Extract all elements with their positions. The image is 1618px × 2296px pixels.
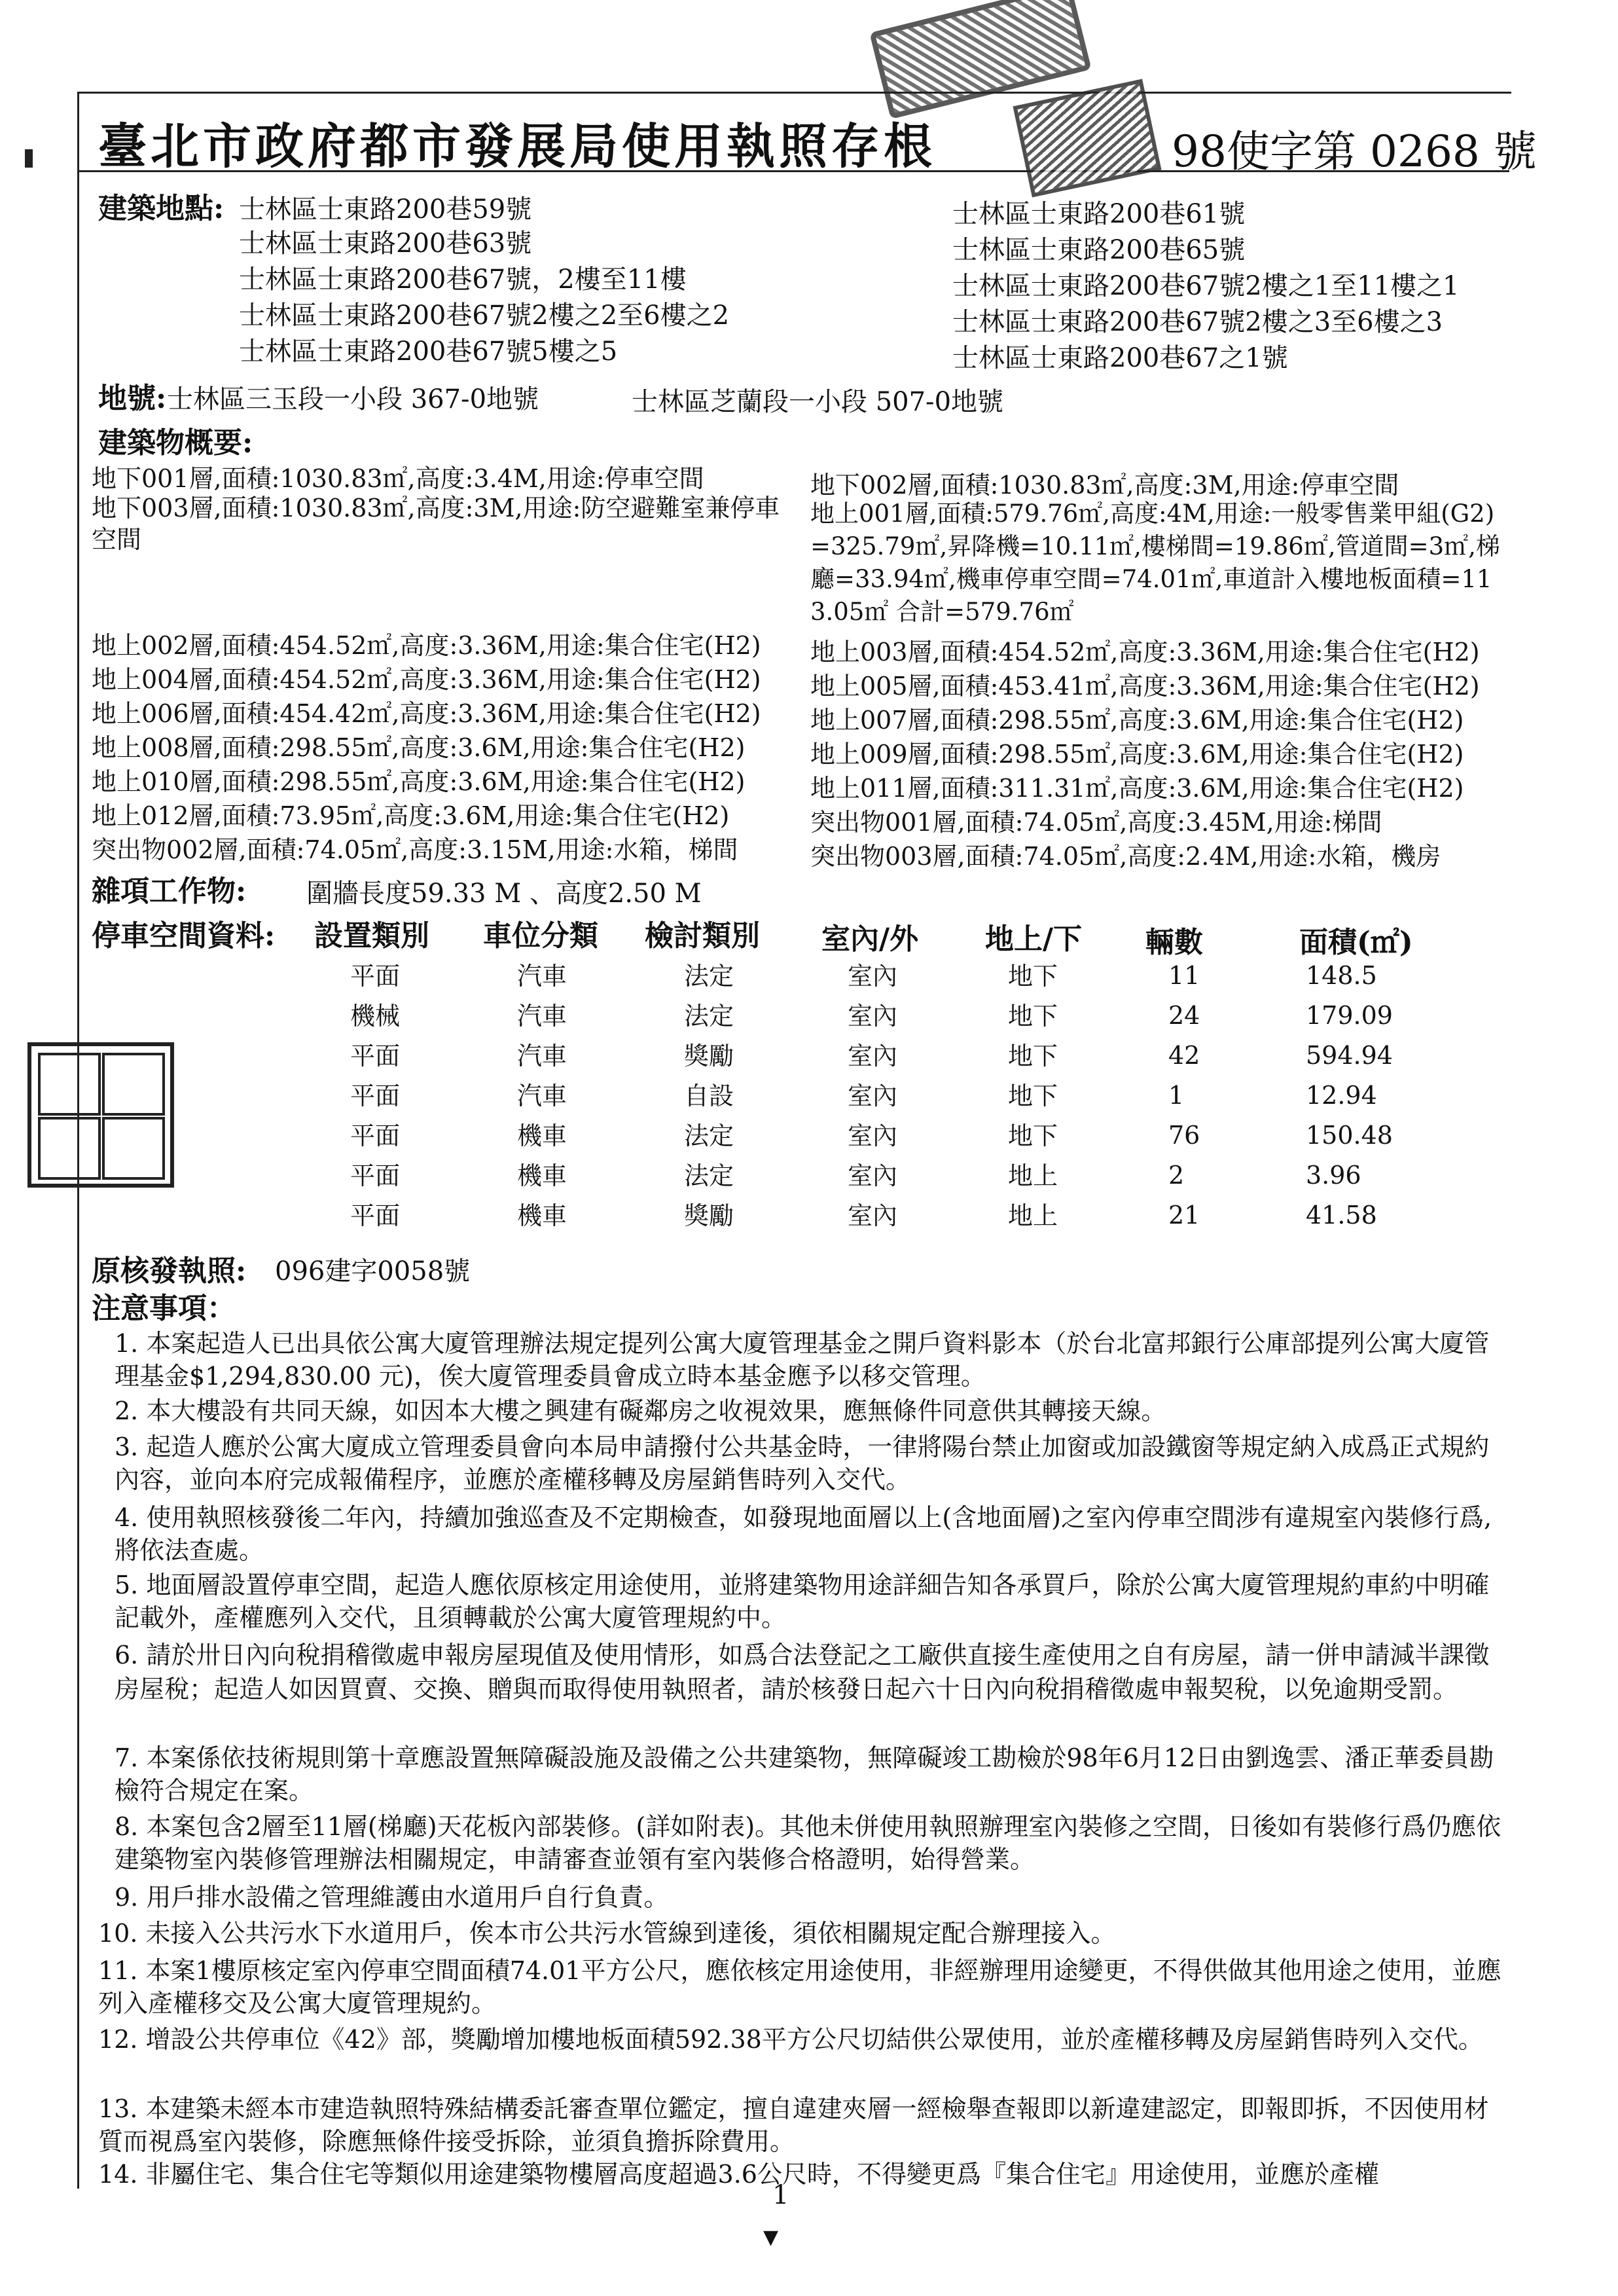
- table-cell: 地下: [1008, 1121, 1058, 1150]
- floor-line: 地上002層,面積:454.52㎡,高度:3.36M,用途:集合住宅(H2): [92, 631, 761, 660]
- notes-label: 注意事項：: [92, 1292, 236, 1325]
- floor-line: 地上011層,面積:311.31㎡,高度:3.6M,用途:集合住宅(H2): [810, 774, 1464, 803]
- table-header: 車位分類: [483, 919, 598, 953]
- note-item: 4. 使用執照核發後二年內，持續加強巡查及不定期檢查，如發現地面層以上(含地面層)之室內停車空間涉有違規室內裝修行爲,將依法查處。: [115, 1503, 1492, 1565]
- table-cell: 法定: [684, 1002, 734, 1030]
- table-cell: 自設: [684, 1082, 734, 1110]
- table-cell: 平面: [350, 1161, 401, 1190]
- note-item: 3. 起造人應於公寓大廈成立管理委員會向本局申請撥付公共基金時，一律將陽台禁止加窗或加設鐵窗等規定納入成爲正式規約內容，並向本府完成報備程序，並應於產權移轉及房屋銷售時列入交代。: [115, 1432, 1490, 1494]
- lot-value: 士林區三玉段一小段 367-0地號: [167, 384, 539, 414]
- table-cell: 76: [1168, 1121, 1200, 1150]
- table-cell: 機車: [517, 1161, 567, 1190]
- note-item: 2. 本大樓設有共同天線，如因本大樓之興建有礙鄰房之收視效果，應無條件同意供其轉接天線。: [115, 1396, 1166, 1425]
- address-line: 士林區士東路200巷61號: [952, 199, 1246, 229]
- table-cell: 獎勵: [684, 1201, 734, 1230]
- address-line: 士林區士東路200巷65號: [952, 235, 1246, 265]
- note-item: 6. 請於卅日內向稅捐稽徵處申報房屋現值及使用情形，如爲合法登記之工廠供直接生產使用之自有房屋，請一併申請減半課徵房屋稅；起造人如因買賣、交換、贈與而取得使用執照者，請於核發日起六十日內向稅捐稽徵處申報契稅，以免逾期受罰。: [115, 1641, 1490, 1704]
- original-permit-value: 096建字0058號: [275, 1256, 471, 1286]
- note-item: 13. 本建築未經本市建造執照特殊結構委託審查單位鑑定，擅自違建夾層一經檢舉查報即以新違建認定，即報即拆，不因使用材質而視爲室內裝修，除應無條件接受拆除，並須負擔拆除費用。: [98, 2094, 1489, 2156]
- table-cell: 594.94: [1306, 1041, 1393, 1070]
- table-cell: 法定: [684, 1121, 734, 1150]
- table-cell: 室內: [848, 1042, 898, 1070]
- table-cell: 地上: [1008, 1161, 1058, 1190]
- table-header: 室內/外: [821, 922, 919, 956]
- document-title: 臺北市政府都市發展局使用執照存根: [98, 118, 936, 175]
- table-cell: 41.58: [1306, 1201, 1377, 1230]
- table-cell: 汽車: [517, 1002, 567, 1030]
- address-line: 士林區士東路200巷67號2樓之1至11樓之1: [952, 271, 1460, 301]
- table-cell: 室內: [848, 1002, 898, 1030]
- table-cell: 室內: [848, 1161, 898, 1190]
- table-header: 面積(㎡): [1299, 926, 1413, 959]
- table-cell: 平面: [350, 1042, 401, 1070]
- floor-line: 突出物001層,面積:74.05㎡,高度:3.45M,用途:梯間: [810, 808, 1382, 837]
- floor-line: 地上001層,面積:579.76㎡,高度:4M,用途:一般零售業甲組(G2)=325.79㎡,昇降機=10.11㎡,樓梯間=19.86㎡,管道間=3㎡,梯廳=33.94㎡,機車停車空間=74.01㎡,車道計入樓地板面積=113.05㎡ 合計=579.76㎡: [810, 500, 1500, 626]
- table-cell: 150.48: [1306, 1121, 1393, 1150]
- table-header: 輛數: [1145, 926, 1203, 959]
- table-cell: 獎勵: [684, 1042, 734, 1070]
- table-cell: 12.94: [1306, 1081, 1377, 1110]
- official-seal-icon: [27, 1042, 174, 1188]
- floor-line: 地下002層,面積:1030.83㎡,高度:3M,用途:停車空間: [810, 471, 1399, 500]
- note-item: 5. 地面層設置停車空間，起造人應依原核定用途使用，並將建築物用途詳細告知各承買戶，除於公寓大廈管理規約車約中明確記載外，產權應列入交代，且須轉載於公寓大廈管理規約中。: [115, 1571, 1490, 1632]
- note-item: 1. 本案起造人已出具依公寓大廈管理辦法規定提列公寓大廈管理基金之開戶資料影本（於台北富邦銀行公庫部提列公寓大廈管理基金$1,294,830.00 元)，俟大廈管理委員會成立時本基金應予以移交管理。: [115, 1329, 1490, 1391]
- floor-line: 地上006層,面積:454.42㎡,高度:3.36M,用途:集合住宅(H2): [92, 699, 761, 728]
- table-cell: 1: [1168, 1081, 1185, 1110]
- address-line: 士林區士東路200巷67號2樓之3至6樓之3: [952, 307, 1443, 337]
- table-cell: 機車: [517, 1201, 567, 1230]
- floor-line: 地上005層,面積:453.41㎡,高度:3.36M,用途:集合住宅(H2): [810, 672, 1480, 701]
- floor-line: 地上009層,面積:298.55㎡,高度:3.6M,用途:集合住宅(H2): [810, 740, 1464, 769]
- address-line: 士林區士東路200巷67號，2樓至11樓: [239, 264, 687, 295]
- table-cell: 地下: [1008, 962, 1058, 991]
- table-cell: 2: [1168, 1161, 1185, 1190]
- table-cell: 148.5: [1306, 961, 1377, 990]
- misc-value: 圍牆長度59.33 M 、高度2.50 M: [306, 879, 702, 909]
- note-item: 14. 非屬住宅、集合住宅等類似用途建築物樓層高度超過3.6公尺時，不得變更爲『集合住宅』用途使用，並應於產權: [98, 2160, 1379, 2189]
- floor-line: 地上004層,面積:454.52㎡,高度:3.36M,用途:集合住宅(H2): [92, 665, 761, 694]
- table-cell: 11: [1168, 961, 1200, 990]
- table-cell: 室內: [848, 1082, 898, 1110]
- table-cell: 地下: [1008, 1002, 1058, 1030]
- note-item: 8. 本案包含2層至11層(梯廳)天花板內部裝修。(詳如附表)。其他未併使用執照辦理室內裝修之空間，日後如有裝修行爲仍應依建築物室內裝修管理辦法相關規定，申請審查並領有室內裝修合格證明，始得營業。: [115, 1812, 1501, 1874]
- table-cell: 3.96: [1306, 1161, 1361, 1190]
- table-cell: 平面: [350, 1201, 401, 1230]
- address-line: 士林區士東路200巷67之1號: [952, 343, 1288, 373]
- floor-line: 地下003層,面積:1030.83㎡,高度:3M,用途:防空避難室兼停車空間: [92, 494, 780, 554]
- floor-line: 地上012層,面積:73.95㎡,高度:3.6M,用途:集合住宅(H2): [92, 801, 730, 830]
- table-cell: 21: [1168, 1201, 1200, 1230]
- binder-mark: [25, 149, 33, 168]
- table-cell: 平面: [350, 1121, 401, 1150]
- table-cell: 汽車: [517, 1082, 567, 1110]
- address-line: 士林區士東路200巷67號2樓之2至6樓之2: [239, 301, 730, 331]
- table-cell: 179.09: [1306, 1001, 1393, 1030]
- address-line: 士林區士東路200巷59號: [239, 194, 532, 225]
- original-permit-label: 原核發執照:: [92, 1254, 247, 1288]
- table-cell: 汽車: [517, 1042, 567, 1070]
- note-item: 12. 增設公共停車位《42》部，獎勵增加樓地板面積592.38平方公尺切結供公眾使用，並於產權移轉及房屋銷售時列入交代。: [98, 2025, 1483, 2054]
- page-number: 1: [772, 2180, 789, 2210]
- floor-line: 突出物003層,面積:74.05㎡,高度:2.4M,用途:水箱，機房: [810, 842, 1441, 871]
- table-cell: 機械: [350, 1002, 401, 1030]
- floor-line: 地上007層,面積:298.55㎡,高度:3.6M,用途:集合住宅(H2): [810, 706, 1464, 735]
- floor-line: 地下001層,面積:1030.83㎡,高度:3.4M,用途:停車空間: [92, 464, 704, 493]
- table-cell: 地下: [1008, 1082, 1058, 1110]
- table-cell: 室內: [848, 1121, 898, 1150]
- table-cell: 汽車: [517, 962, 567, 991]
- lot-value: 士林區芝蘭段一小段 507-0地號: [632, 387, 1004, 417]
- note-item: 7. 本案係依技術規則第十章應設置無障礙設施及設備之公共建築物，無障礙竣工勘檢於98年6月12日由劉逸雲、潘正華委員勘檢符合規定在案。: [115, 1743, 1494, 1805]
- floor-line: 地上008層,面積:298.55㎡,高度:3.6M,用途:集合住宅(H2): [92, 733, 746, 762]
- table-cell: 平面: [350, 1082, 401, 1110]
- floor-line: 突出物002層,面積:74.05㎡,高度:3.15M,用途:水箱，梯間: [92, 835, 738, 864]
- table-header: 設置類別: [314, 919, 429, 953]
- address-line: 士林區士東路200巷63號: [239, 228, 532, 259]
- note-item: 9. 用戶排水設備之管理維護由水道用戶自行負責。: [115, 1883, 669, 1912]
- table-header: 地上/下: [985, 922, 1083, 956]
- table-cell: 機車: [517, 1121, 567, 1150]
- table-cell: 法定: [684, 962, 734, 991]
- table-header: 檢討類別: [645, 919, 760, 953]
- table-cell: 法定: [684, 1161, 734, 1190]
- table-cell: 42: [1168, 1041, 1200, 1070]
- floor-line: 地上003層,面積:454.52㎡,高度:3.36M,用途:集合住宅(H2): [810, 638, 1480, 666]
- note-item: 11. 本案1樓原核定室內停車空間面積74.01平方公尺，應依核定用途使用，非經辦理用途變更，不得供做其他用途之使用，並應列入產權移交及公寓大廈管理規約。: [98, 1956, 1501, 2018]
- parking-label: 停車空間資料:: [92, 919, 276, 953]
- overview-label: 建築物概要:: [98, 426, 253, 460]
- misc-label: 雜項工作物:: [92, 875, 247, 908]
- address-label: 建築地點:: [98, 192, 225, 225]
- address-line: 士林區士東路200巷67號5樓之5: [239, 337, 618, 367]
- table-cell: 地上: [1008, 1201, 1058, 1230]
- table-cell: 室內: [848, 962, 898, 991]
- table-cell: 平面: [350, 962, 401, 991]
- floor-line: 地上010層,面積:298.55㎡,高度:3.6M,用途:集合住宅(H2): [92, 767, 746, 796]
- table-cell: 室內: [848, 1201, 898, 1230]
- permit-number: 98使字第 0268 號: [1172, 126, 1537, 177]
- table-cell: 地下: [1008, 1042, 1058, 1070]
- down-arrow-icon: ▼: [763, 2226, 779, 2249]
- note-item: 10. 未接入公共污水下水道用戶，俟本市公共污水管線到達後，須依相關規定配合辦理接入。: [98, 1919, 1116, 1948]
- lot-label: 地號:: [98, 382, 167, 415]
- table-cell: 24: [1168, 1001, 1200, 1030]
